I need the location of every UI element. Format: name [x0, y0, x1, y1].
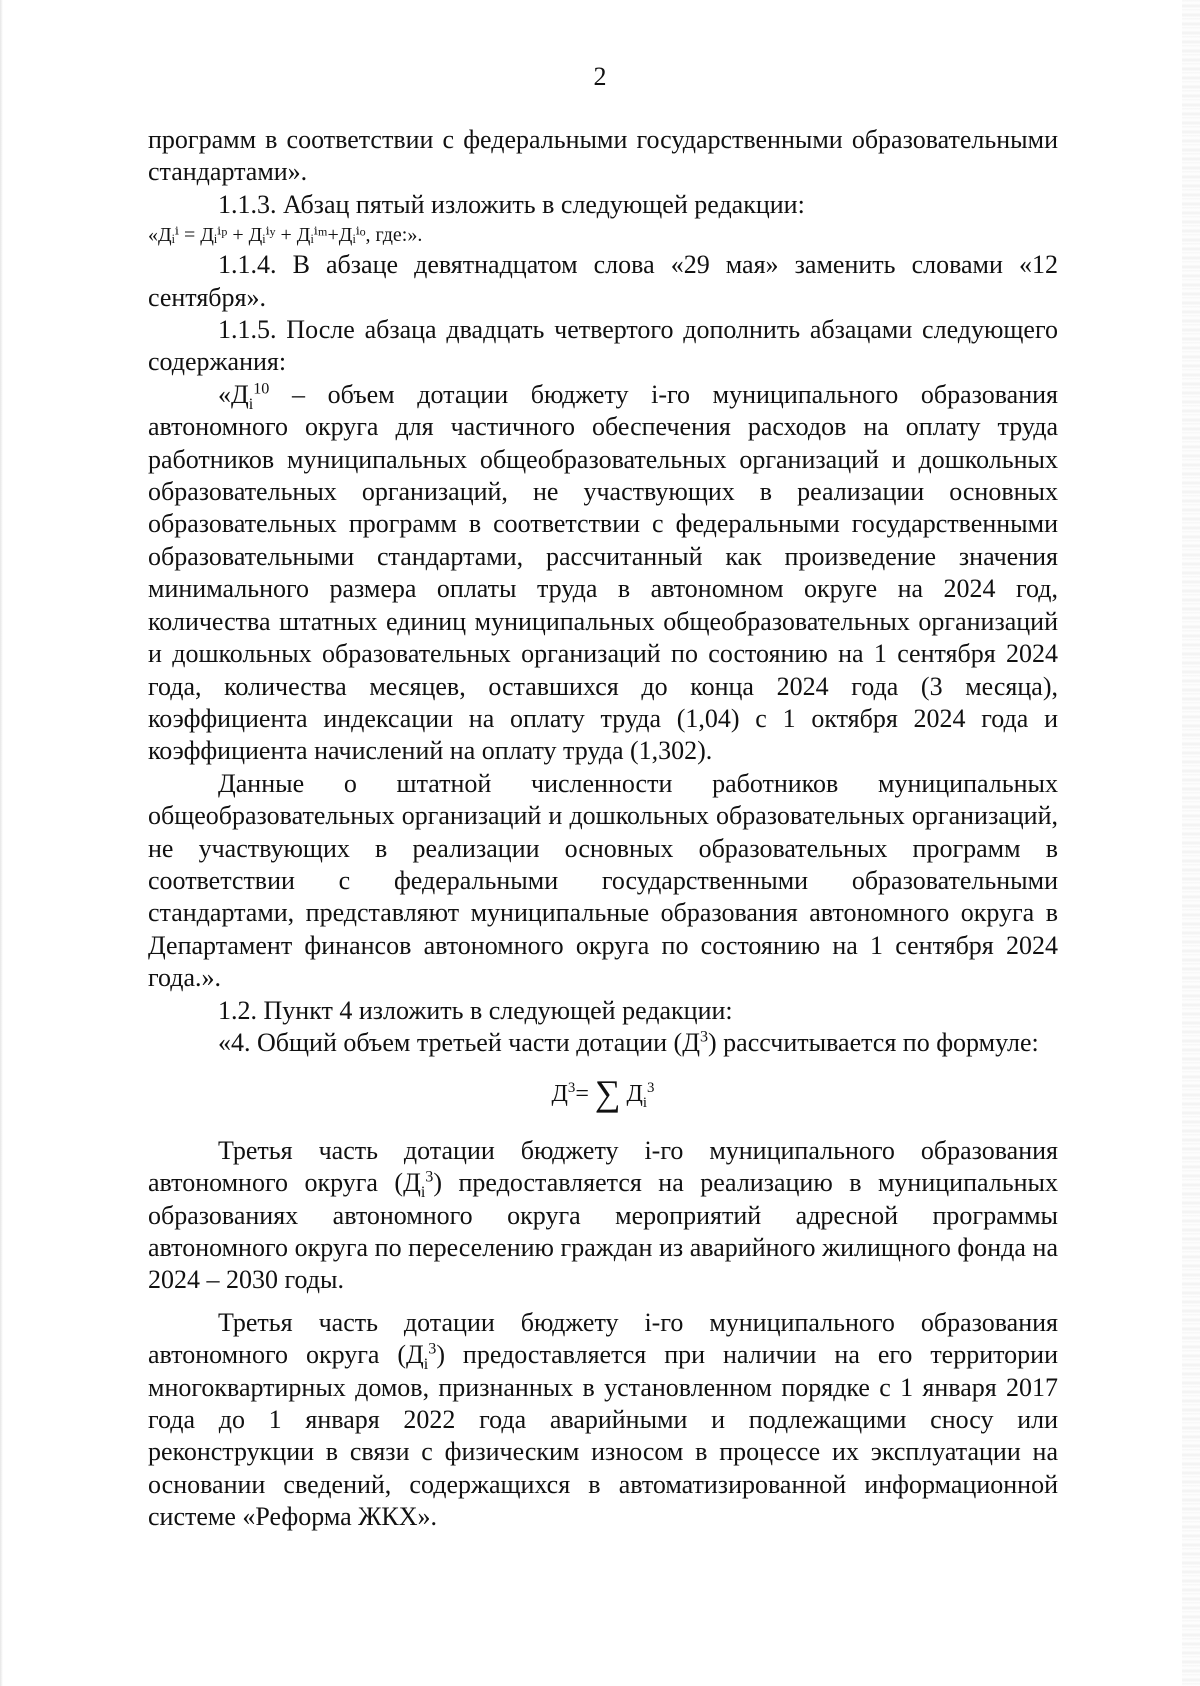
scan-edge-left [0, 0, 3, 1686]
paragraph-point-4 [148, 1027, 1058, 1059]
paragraph-third-part-purpose [148, 1135, 1058, 1297]
di10-prefix: «Д [218, 379, 249, 409]
point-4-sup: 3 [699, 1028, 709, 1046]
page-number: 2 [593, 62, 607, 91]
formula-rhs-sub: i [642, 1095, 648, 1112]
sum-icon: ∑ [594, 1073, 621, 1114]
paragraph-1-1-4: 1.1.4. В абзаце девятнадцатом слова «29 мая» заменить словами «12 сентября». [148, 250, 1058, 312]
paragraph-di10-definition [148, 379, 1058, 768]
paragraph-1-1-3: 1.1.3. Абзац пятый изложить в следующей редакции: [218, 189, 805, 219]
paragraph-1-2: 1.2. Пункт 4 изложить в следующей редакции: [218, 995, 733, 1025]
scan-edge-right [1182, 0, 1200, 1686]
point-4-text-a: «4. Общий объем третьей части дотации (Д [218, 1027, 700, 1057]
paragraph-1-1-5: 1.1.5. После абзаца двадцать четвертого дополнить абзацами следующего содержания: [148, 315, 1058, 377]
document-body [148, 124, 1058, 1534]
paragraph-continuation: программ в соответствии с федеральными государственными образовательными стандартами». [148, 125, 1058, 187]
formula-di: «Дᵢⁱ = Дᵢⁱᵖ + Дᵢⁱʸ + Дᵢⁱᵐ+Дᵢⁱᵒ, где:». [148, 224, 423, 247]
point-4-text-b: ) рассчитывается по формуле: [708, 1027, 1039, 1057]
formula-eq: = [575, 1081, 589, 1108]
condition-a: Третья часть дотации бюджету i-го муниципального образования автономного округа (Д [148, 1307, 1058, 1370]
formula-lhs-sup: 3 [567, 1080, 576, 1097]
condition-sub: i [423, 1356, 429, 1374]
formula-lhs: Д [551, 1081, 568, 1108]
third-part-sup: 3 [425, 1168, 434, 1186]
third-part-a: Третья часть дотации бюджету i-го муниципального образования автономного округа (Д [148, 1135, 1058, 1198]
formula-rhs: Д [626, 1081, 643, 1108]
condition-sup: 3 [428, 1340, 437, 1358]
di10-sup: 10 [253, 380, 270, 398]
paragraph-third-part-condition [148, 1307, 1058, 1534]
formula-rhs-sup: 3 [647, 1080, 655, 1097]
third-part-sub: i [420, 1184, 426, 1202]
condition-b: ) предоставляется при наличии на его территории многоквартирных домов, признанных в установленном порядке с 1 января 2017 года до 1 января 2022 года аварийными и подлежащими сносу или реконструкции в связи с физическим износом в процессе их эксплуатации на основании сведений, содержащихся в автоматизированной информационной системе «Реформа ЖКХ». [148, 1340, 1058, 1532]
di10-sub: i [248, 396, 254, 414]
di10-text: – объем дотации бюджету i-го муниципального образования автономного округа для частичного обеспечения расходов на оплату труда работников муниципальных общеобразовательных организаций и дошкольных образовательных организаций, не участвующих в реализации основных образовательных программ в соответствии с федеральными государственными образовательными стандартами, рассчитанный как произведение значения минимального размера оплаты труда в автономном округе на 2024 год, количества штатных единиц муниципальных общеобразовательных организаций и дошкольных образовательных организаций по состоянию на 1 сентября 2024 года, количества месяцев, оставшихся до конца 2024 года (3 месяца), коэффициента индексации на оплату труда (1,04) с 1 октября 2024 года и коэффициента начислений на оплату труда (1,302). [148, 379, 1058, 766]
third-part-b: ) предоставляется на реализацию в муниципальных образованиях автономного округа мероприятий адресной программы автономного округа по переселению граждан из аварийного жилищного фонда на 2024 – 2030 годы. [148, 1168, 1058, 1295]
paragraph-staff-data: Данные о штатной численности работников муниципальных общеобразовательных организаций и дошкольных образовательных организаций, не участвующих в реализации основных образовательных программ в соответствии с федеральными государственными образовательными стандартами, представляют муниципальные образования автономного округа в Департамент финансов автономного округа по состоянию на 1 сентября 2024 года.». [148, 768, 1058, 993]
formula-d3-sum [148, 1073, 1058, 1114]
